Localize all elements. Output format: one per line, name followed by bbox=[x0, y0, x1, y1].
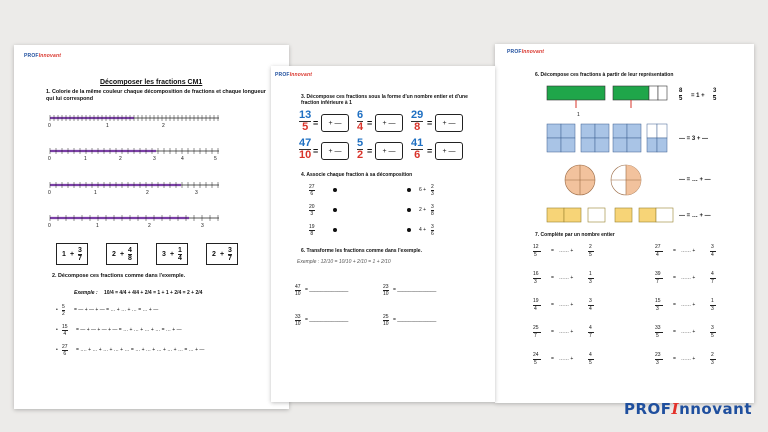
item-fraction: 5 2 bbox=[62, 304, 65, 317]
tick-label: 1 bbox=[94, 190, 97, 196]
blank-dots: …… + bbox=[559, 302, 574, 308]
match-dot[interactable] bbox=[333, 228, 337, 232]
blank-dots: …… + bbox=[681, 302, 696, 308]
complete-row[interactable] bbox=[655, 271, 743, 287]
tick-label: 2 bbox=[148, 223, 151, 229]
match-whole: 2 + bbox=[419, 207, 427, 213]
equals-sign: = bbox=[673, 302, 676, 308]
match-whole: 4 + bbox=[419, 227, 427, 233]
complete-row[interactable] bbox=[655, 298, 743, 314]
transform-fraction: 33 10 bbox=[295, 314, 301, 327]
denominator: 4 bbox=[711, 252, 714, 258]
decomposition-box[interactable]: 2 + $\frac{4}{8}$ bbox=[106, 243, 138, 265]
bullet-item: • bbox=[56, 307, 58, 313]
tick-label: 1 bbox=[96, 223, 99, 229]
example-label: Exemple : bbox=[74, 290, 98, 296]
numerator: 3 bbox=[589, 298, 592, 304]
blue-grid-c bbox=[613, 124, 641, 152]
numerator: 1 bbox=[589, 271, 592, 277]
denominator: 3 bbox=[589, 279, 592, 285]
denominator: 5 bbox=[711, 333, 714, 339]
brand-logo-small: PROFInnovant bbox=[275, 72, 313, 78]
numerator: 12 bbox=[533, 244, 539, 250]
question-7: 7. Complète par un nombre entier bbox=[535, 232, 615, 238]
numerator: 16 bbox=[533, 271, 539, 277]
complete-row[interactable] bbox=[533, 298, 621, 314]
big-fraction: 5 2 bbox=[357, 137, 364, 161]
match-whole: 6 + bbox=[419, 187, 427, 193]
match-decomposition: 3 8 bbox=[431, 204, 434, 217]
denominator: 3 bbox=[656, 306, 659, 312]
numerator: 24 bbox=[533, 352, 539, 358]
equals-sign: = bbox=[427, 146, 433, 156]
denominator: 5 bbox=[656, 333, 659, 339]
denominator: 7 bbox=[711, 279, 714, 285]
tick-label: 0 bbox=[48, 123, 51, 129]
match-dot[interactable] bbox=[407, 228, 411, 232]
denominator: 5 bbox=[534, 360, 537, 366]
big-fraction: 6 4 bbox=[357, 109, 364, 133]
numerator: 15 bbox=[655, 298, 661, 304]
blue-grid-a bbox=[547, 124, 575, 152]
blue-grid-d bbox=[647, 124, 667, 152]
match-dot[interactable] bbox=[407, 208, 411, 212]
bullet-item: • bbox=[56, 327, 58, 333]
numerator: 1 bbox=[711, 298, 714, 304]
numerator: 3 bbox=[711, 325, 714, 331]
equals-sign: = bbox=[673, 275, 676, 281]
match-fraction: 19 8 bbox=[309, 224, 315, 237]
tick-label: 0 bbox=[48, 223, 51, 229]
answer-line[interactable]: = ______________ bbox=[393, 317, 437, 323]
fraction-representations bbox=[495, 44, 754, 234]
complete-row[interactable] bbox=[533, 244, 621, 260]
numerator: 4 bbox=[589, 325, 592, 331]
match-decomposition: 3 6 bbox=[431, 224, 434, 237]
brand-logo-small: PROFInnovant bbox=[507, 49, 545, 55]
equals-sign: = bbox=[551, 302, 554, 308]
equals-sign: = bbox=[367, 118, 373, 128]
numerator: 2 bbox=[589, 244, 592, 250]
tick-label: 0 bbox=[48, 190, 51, 196]
complete-row[interactable] bbox=[533, 271, 621, 287]
match-fraction: 27 6 bbox=[309, 184, 315, 197]
equals-sign: = bbox=[551, 356, 554, 362]
equals-sign: = bbox=[551, 275, 554, 281]
numerator: 19 bbox=[533, 298, 539, 304]
equals-sign: = bbox=[367, 146, 373, 156]
question-6: 6. Décompose ces fractions à partir de leur représentation bbox=[535, 72, 674, 78]
transform-fraction: 25 10 bbox=[383, 314, 389, 327]
blue-grid-b bbox=[581, 124, 609, 152]
label-one: 1 bbox=[577, 112, 580, 118]
equals-sign: = bbox=[551, 329, 554, 335]
answer-line[interactable]: = ______________ bbox=[393, 287, 437, 293]
tick-label: 2 bbox=[119, 156, 122, 162]
question-2: 2. Décompose ces fractions comme dans l'exemple. bbox=[52, 273, 186, 279]
tick-label: 1 bbox=[106, 123, 109, 129]
blank-dots: …… + bbox=[559, 356, 574, 362]
denominator: 5 bbox=[589, 252, 592, 258]
answer-box[interactable]: + — bbox=[321, 142, 349, 160]
row1-equation: = 1 + bbox=[691, 93, 705, 99]
complete-row[interactable] bbox=[655, 325, 743, 341]
green-bar-b bbox=[613, 86, 667, 100]
denominator: 3 bbox=[711, 306, 714, 312]
blank-dots: …… + bbox=[681, 275, 696, 281]
tick-label: 3 bbox=[153, 156, 156, 162]
equals-sign: = bbox=[673, 329, 676, 335]
blank-dots: …… + bbox=[559, 329, 574, 335]
tick-label: 1 bbox=[84, 156, 87, 162]
item-fraction: 27 6 bbox=[62, 344, 68, 357]
complete-row[interactable] bbox=[655, 244, 743, 260]
numerator: 4 bbox=[589, 352, 592, 358]
row1-fraction: 8 5 bbox=[679, 88, 683, 102]
question-1: 1. Colorie de la même couleur chaque décomposition de fractions et chaque longueur qui lui correspond bbox=[46, 89, 266, 102]
equals-sign: = bbox=[313, 118, 319, 128]
row3-equation[interactable]: — = … + — bbox=[679, 177, 711, 183]
numerator: 25 bbox=[533, 325, 539, 331]
worksheet-page-1 bbox=[14, 45, 289, 409]
numerator: 3 bbox=[711, 244, 714, 250]
answer-line[interactable]: = ______________ bbox=[305, 287, 349, 293]
blank-dots: …… + bbox=[681, 329, 696, 335]
equals-sign: = bbox=[673, 356, 676, 362]
answer-box[interactable]: + — bbox=[435, 142, 463, 160]
blank-dots: …… + bbox=[559, 248, 574, 254]
item-decomposition: = — + — + — + — = … + … + … + … = … + — bbox=[76, 327, 182, 333]
denominator: 7 bbox=[656, 279, 659, 285]
row2-equation[interactable]: — = 3 + — bbox=[679, 136, 709, 142]
denominator: 7 bbox=[534, 333, 537, 339]
match-fraction: 20 3 bbox=[309, 204, 315, 217]
match-dot[interactable] bbox=[333, 188, 337, 192]
item-fraction: 15 4 bbox=[62, 324, 68, 337]
tick-label: 2 bbox=[162, 123, 165, 129]
equals-sign: = bbox=[427, 118, 433, 128]
answer-line[interactable]: = ______________ bbox=[305, 317, 349, 323]
numerator: 33 bbox=[655, 325, 661, 331]
yellow-blocks bbox=[547, 208, 673, 222]
item-decomposition: = …. + … + … + … + … = … + … + … + … + … = … + — bbox=[76, 347, 205, 353]
green-bar-a bbox=[547, 86, 605, 100]
decomposition-box[interactable]: 2 + $\frac{3}{7}$ bbox=[206, 243, 238, 265]
worksheet-page-3 bbox=[495, 44, 754, 403]
transform-fraction: 23 10 bbox=[383, 284, 389, 297]
denominator: 4 bbox=[534, 306, 537, 312]
tick-label: 0 bbox=[48, 156, 51, 162]
equals-sign: = bbox=[551, 248, 554, 254]
question-4: 4. Associe chaque fraction à sa décomposition bbox=[301, 172, 413, 178]
complete-row[interactable] bbox=[533, 352, 621, 368]
big-fraction: 13 5 bbox=[299, 109, 312, 133]
big-fraction: 29 8 bbox=[411, 109, 424, 133]
page-title: Décomposer les fractions CM1 bbox=[100, 79, 203, 86]
numerator: 4 bbox=[711, 271, 714, 277]
worksheet-page-2 bbox=[271, 66, 495, 402]
denominator: 5 bbox=[534, 252, 537, 258]
denominator: 3 bbox=[711, 360, 714, 366]
answer-box[interactable]: + — bbox=[375, 142, 403, 160]
tick-label: 2 bbox=[146, 190, 149, 196]
numerator: 2 bbox=[711, 352, 714, 358]
equals-sign: = bbox=[673, 248, 676, 254]
equals-sign: = bbox=[313, 146, 319, 156]
brand-watermark: PROFInnovant bbox=[624, 400, 752, 418]
bullet-item: • bbox=[56, 347, 58, 353]
numerator: 27 bbox=[655, 244, 661, 250]
denominator: 3 bbox=[656, 360, 659, 366]
big-fraction: 41 6 bbox=[411, 137, 424, 161]
orange-circle-b bbox=[611, 165, 641, 195]
answer-box[interactable]: + — bbox=[375, 114, 403, 132]
match-dot[interactable] bbox=[407, 188, 411, 192]
numerator: 39 bbox=[655, 271, 661, 277]
example-line: Exemple : 12/10 = 10/10 + 2/10 = 1 + 2/10 bbox=[297, 259, 391, 265]
answer-box[interactable]: + — bbox=[321, 114, 349, 132]
denominator: 4 bbox=[656, 252, 659, 258]
question-6: 6. Transforme les fractions comme dans l'exemple. bbox=[301, 248, 422, 254]
denominator: 7 bbox=[589, 333, 592, 339]
big-fraction: 47 10 bbox=[299, 137, 312, 161]
question-3: 3. Décompose ces fractions sous la forme d'un nombre entier et d'une fraction inférieure à 1 bbox=[301, 94, 468, 106]
answer-box[interactable]: + — bbox=[435, 114, 463, 132]
item-decomposition: = — + — + — = … + … + … = … + — bbox=[74, 307, 159, 313]
complete-row[interactable] bbox=[655, 352, 743, 368]
blank-dots: …… + bbox=[681, 356, 696, 362]
row1-fraction-result: 3 5 bbox=[713, 88, 717, 102]
blank-dots: …… + bbox=[681, 248, 696, 254]
denominator: 4 bbox=[589, 306, 592, 312]
orange-circle-a bbox=[565, 165, 595, 195]
transform-fraction: 47 10 bbox=[295, 284, 301, 297]
complete-row[interactable] bbox=[533, 325, 621, 341]
brand-logo-small: PROFInnovant bbox=[24, 53, 62, 59]
number-lines bbox=[14, 45, 289, 245]
numerator: 23 bbox=[655, 352, 661, 358]
match-dot[interactable] bbox=[333, 208, 337, 212]
tick-label: 3 bbox=[201, 223, 204, 229]
tick-label: 4 bbox=[181, 156, 184, 162]
denominator: 3 bbox=[534, 279, 537, 285]
blank-dots: …… + bbox=[559, 275, 574, 281]
row4-equation[interactable]: — = … + — bbox=[679, 213, 711, 219]
denominator: 5 bbox=[589, 360, 592, 366]
tick-label: 5 bbox=[214, 156, 217, 162]
decomposition-box[interactable]: 3 + $\frac{1}{4}$ bbox=[156, 243, 188, 265]
match-decomposition: 2 3 bbox=[431, 184, 434, 197]
tick-label: 3 bbox=[195, 190, 198, 196]
decomposition-box[interactable]: 1 + $\frac{3}{7}$ bbox=[56, 243, 88, 265]
example-decomposition: 10/4 = 4/4 + 4/4 + 2/4 = 1 + 1 + 2/4 = 2 + 2/4 bbox=[104, 290, 203, 296]
